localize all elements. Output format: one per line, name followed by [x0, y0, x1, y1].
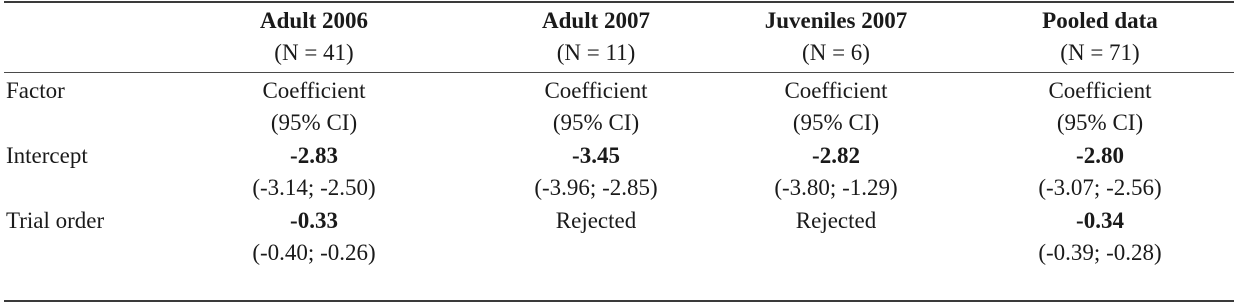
table-header-rule: [4, 72, 1234, 73]
coefficient-value: -3.45: [572, 143, 620, 168]
coefficient-label: Coefficient: [262, 78, 366, 103]
confidence-interval: (-0.39; -0.28): [1038, 240, 1162, 265]
table-bottom-rule: [4, 300, 1234, 302]
ci-label: (95% CI): [792, 110, 880, 135]
column-header-pooled-data: Pooled data: [1042, 8, 1158, 33]
coefficient-label: Coefficient: [1048, 78, 1152, 103]
column-header-juveniles-2007: Juveniles 2007: [764, 8, 908, 33]
ci-label: (95% CI): [552, 110, 640, 135]
coefficient-value: -0.34: [1076, 208, 1124, 233]
coefficient-value: -2.83: [290, 143, 338, 168]
column-sample-size: (N = 11): [556, 40, 636, 65]
confidence-interval: (-3.96; -2.85): [534, 175, 658, 200]
rejected-status: Rejected: [795, 208, 877, 233]
confidence-interval: (-0.40; -0.26): [252, 240, 376, 265]
confidence-interval: (-3.07; -2.56): [1038, 175, 1162, 200]
ci-label: (95% CI): [270, 110, 358, 135]
column-sample-size: (N = 71): [1060, 40, 1140, 65]
coefficient-value: -2.82: [812, 143, 860, 168]
coefficient-value: -2.80: [1076, 143, 1124, 168]
table-top-rule: [4, 1, 1234, 3]
column-sample-size: (N = 41): [274, 40, 354, 65]
factor-column-label: Factor: [6, 78, 65, 103]
column-header-adult-2006: Adult 2006: [260, 8, 368, 33]
row-factor-trial-order: Trial order: [6, 208, 105, 233]
column-header-adult-2007: Adult 2007: [542, 8, 650, 33]
confidence-interval: (-3.14; -2.50): [252, 175, 376, 200]
coefficient-value: -0.33: [290, 208, 338, 233]
coefficient-label: Coefficient: [544, 78, 648, 103]
column-sample-size: (N = 6): [802, 40, 870, 65]
confidence-interval: (-3.80; -1.29): [774, 175, 898, 200]
rejected-status: Rejected: [555, 208, 637, 233]
ci-label: (95% CI): [1056, 110, 1144, 135]
row-factor-intercept: Intercept: [6, 143, 88, 168]
coefficient-label: Coefficient: [784, 78, 888, 103]
